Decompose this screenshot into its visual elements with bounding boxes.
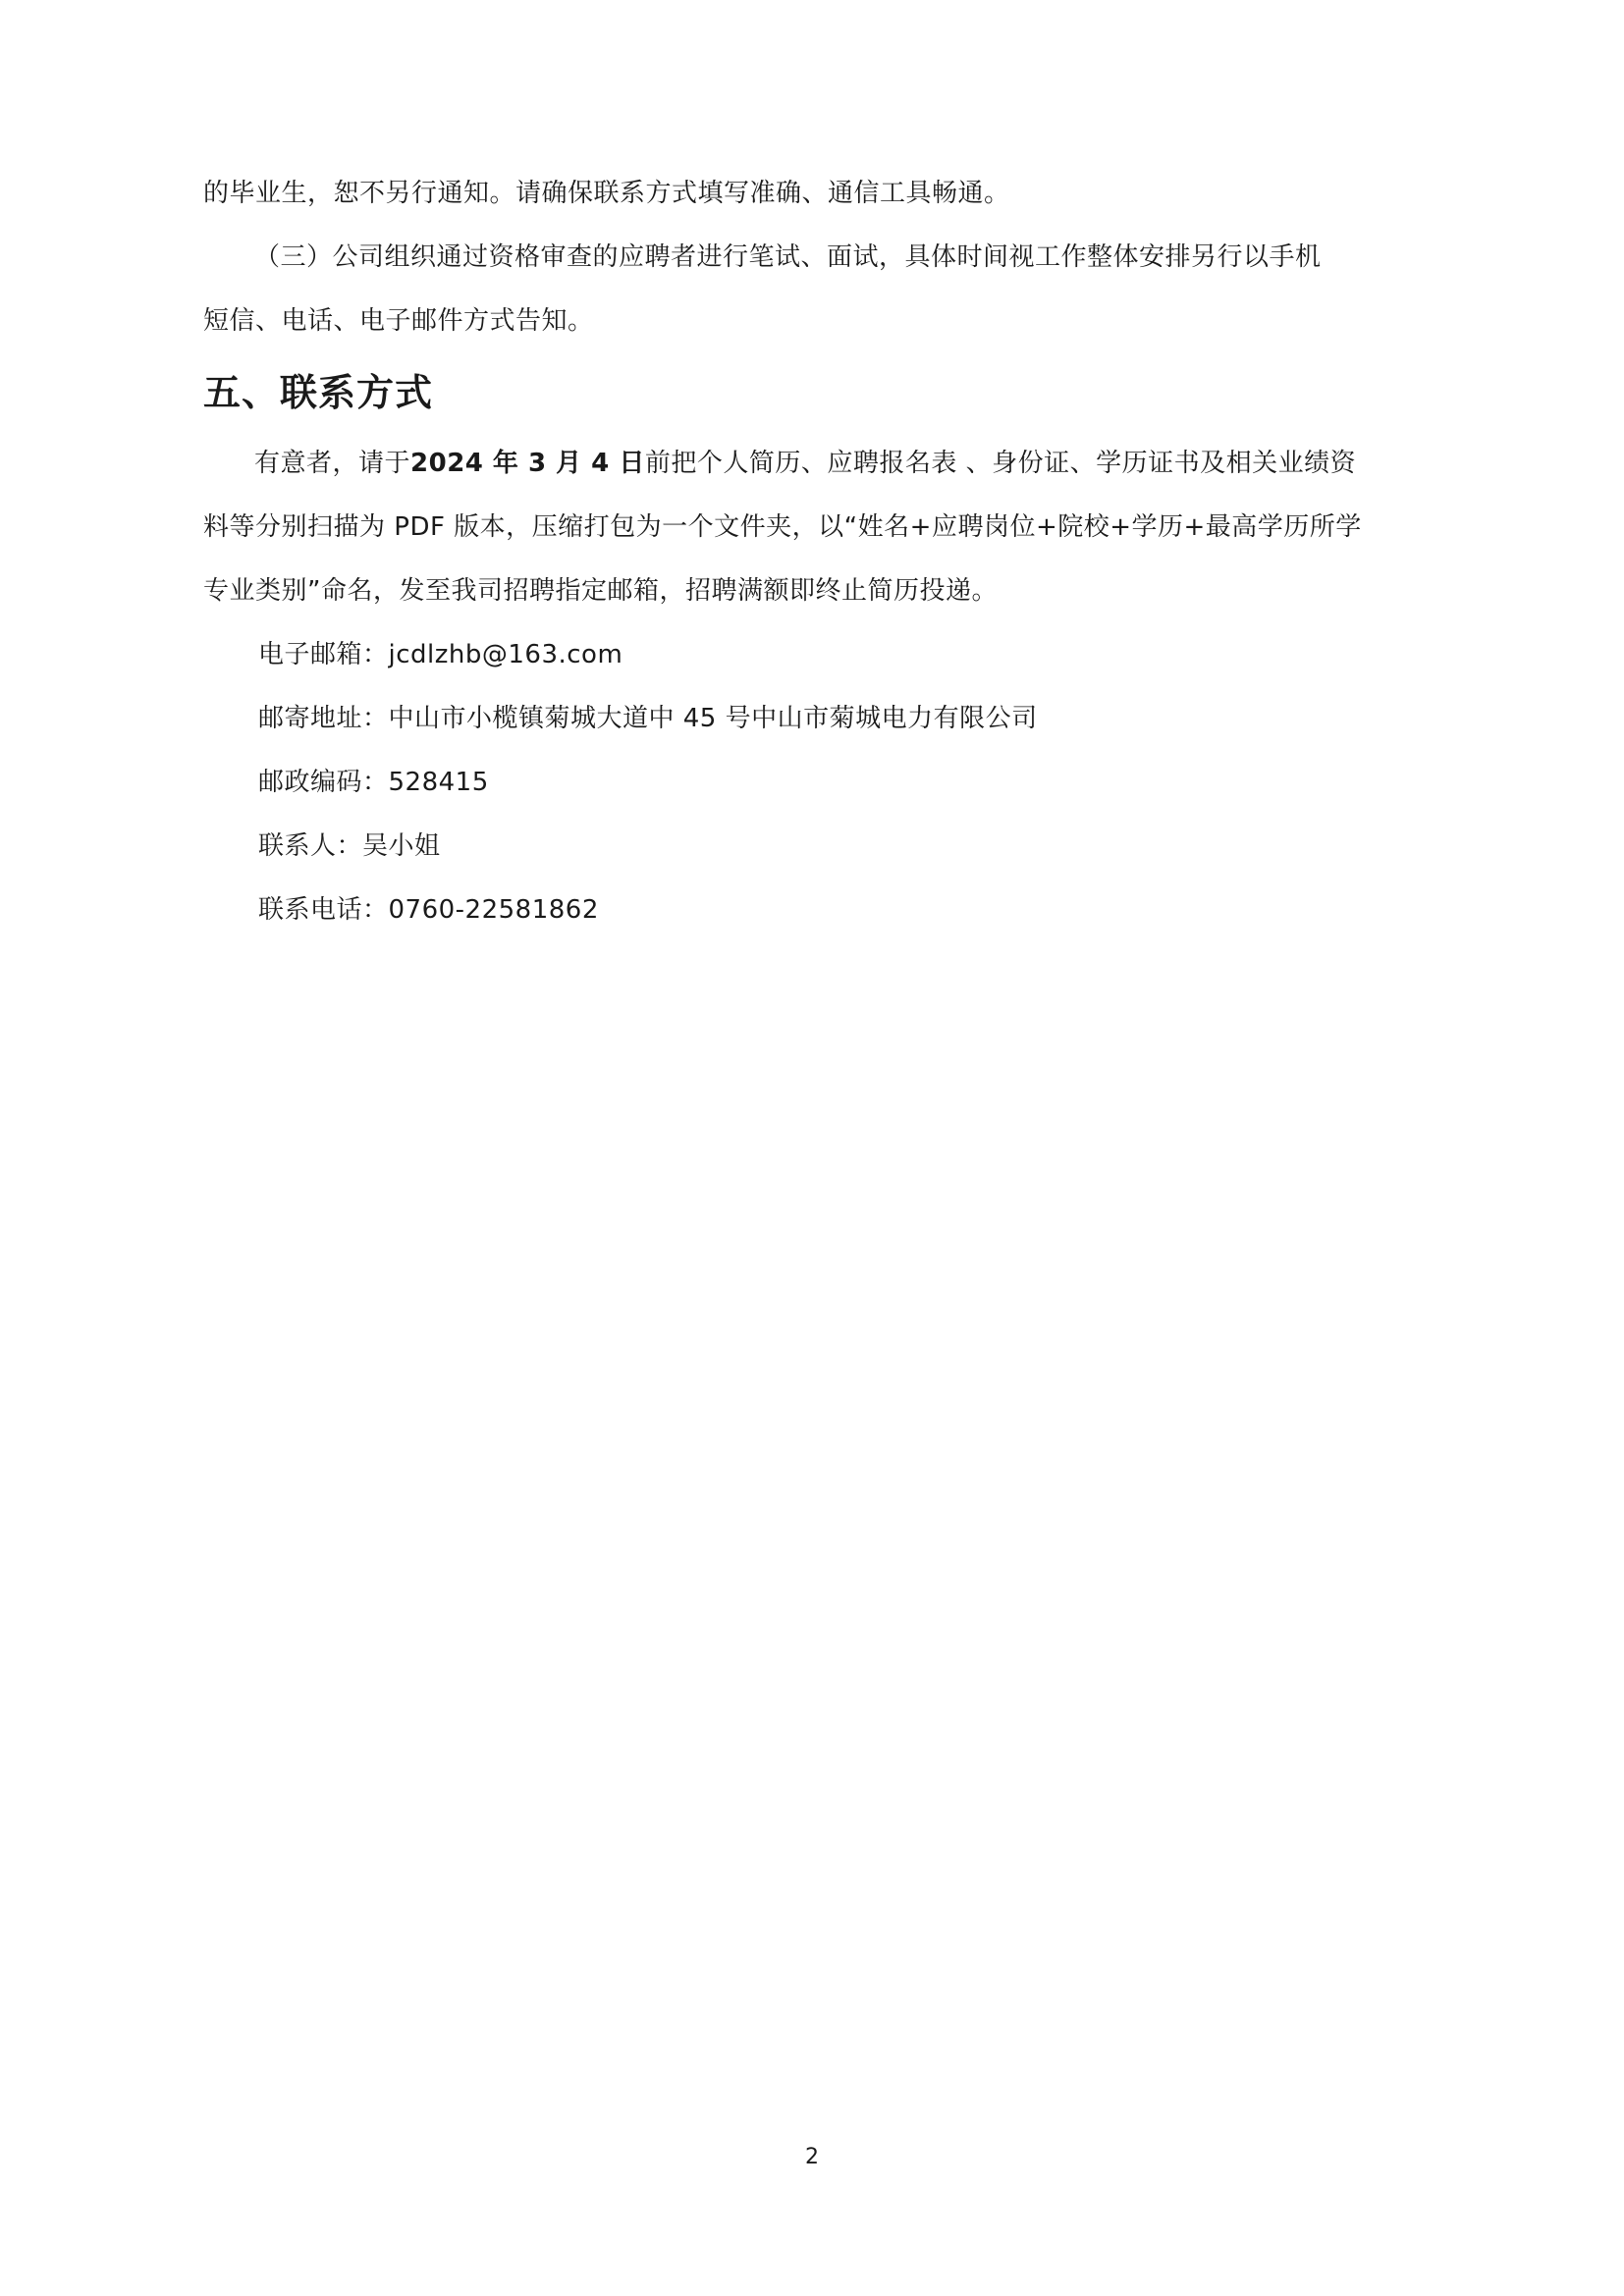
paragraph-line: （三）公司组织通过资格审查的应聘者进行笔试、面试，具体时间视工作整体安排另行以手机 <box>254 242 1322 272</box>
page-number: 2 <box>805 2145 819 2169</box>
text-segment: 有意者，请于 <box>254 449 411 478</box>
section-heading: 五、联系方式 <box>203 371 434 414</box>
contact-person: 联系人：吴小姐 <box>258 831 441 861</box>
paragraph-line <box>203 432 1431 496</box>
contact-email: 电子邮箱：jcdlzhb@163.com <box>258 640 623 669</box>
paragraph-line: 料等分别扫描为 PDF 版本，压缩打包为一个文件夹，以“姓名+应聘岗位+院校+学历+最高学历所学 <box>203 512 1362 542</box>
contact-phone: 联系电话：0760-22581862 <box>258 895 599 925</box>
contact-postcode: 邮政编码：528415 <box>258 768 489 797</box>
contact-address: 邮寄地址：中山市小榄镇菊城大道中 45 号中山市菊城电力有限公司 <box>258 704 1038 733</box>
deadline-date: 2024 年 3 月 4 日 <box>410 449 645 478</box>
paragraph-line: 专业类别”命名，发至我司招聘指定邮箱，招聘满额即终止简历投递。 <box>203 576 998 606</box>
paragraph-interview-notice <box>203 226 1431 353</box>
paragraph-continued: 的毕业生，恕不另行通知。请确保联系方式填写准确、通信工具畅通。 <box>203 179 1010 208</box>
paragraph-application-instructions <box>203 432 1431 623</box>
page-content <box>203 162 1431 942</box>
contact-info <box>203 623 1431 942</box>
text-segment: 前把个人简历、应聘报名表 、身份证、学历证书及相关业绩资 <box>644 449 1357 478</box>
paragraph-line: 短信、电话、电子邮件方式告知。 <box>203 306 594 336</box>
